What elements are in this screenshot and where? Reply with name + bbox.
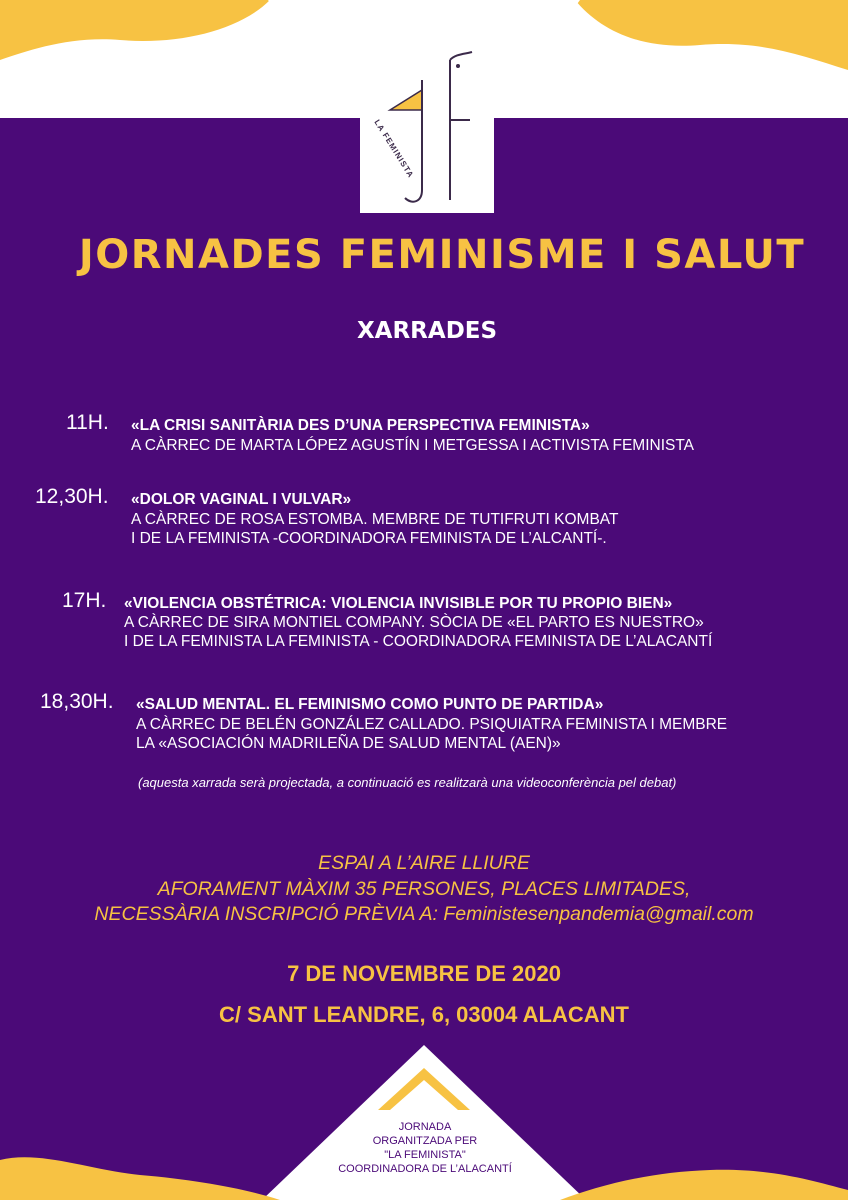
talk-time: 17H. [62, 589, 107, 612]
info-line: NECESSÀRIA INSCRIPCIÓ PRÈVIA A: Feministesenpandemia@gmail.com [94, 903, 754, 925]
talk-time: 11H. [66, 411, 109, 434]
talk-title: «LA CRISI SANITÀRIA DES D’UNA PERSPECTIVA FEMINISTA» [131, 417, 590, 434]
talk-time: 12,30H. [35, 485, 109, 508]
logo-text: LA FEMINISTA [372, 118, 416, 180]
talk-title: «SALUD MENTAL. EL FEMINISMO COMO PUNTO DE PARTIDA» [136, 696, 604, 713]
talk-speaker: I DE LA FEMINISTA -COORDINADORA FEMINISTA DE L’ALCANTÍ-. [131, 530, 607, 547]
talk-time: 18,30H. [40, 690, 114, 713]
talk-title: «VIOLENCIA OBSTÉTRICA: VIOLENCIA INVISIBLE POR TU PROPIO BIEN» [124, 595, 673, 612]
event-date: 7 DE NOVEMBRE DE 2020 [287, 961, 561, 986]
talk-speaker: A CÀRREC DE SIRA MONTIEL COMPANY. SÒCIA DE «EL PARTO ES NUESTRO» [124, 614, 704, 631]
talk-title: «DOLOR VAGINAL I VULVAR» [131, 491, 352, 508]
talk-speaker: A CÀRREC DE BELÉN GONZÁLEZ CALLADO. PSIQUIATRA FEMINISTA I MEMBRE [136, 716, 728, 733]
info-line: ESPAI A L’AIRE LLIURE [318, 852, 530, 874]
talk-speaker: A CÀRREC DE ROSA ESTOMBA. MEMBRE DE TUTIFRUTI KOMBAT [131, 511, 619, 528]
talk-speaker: LA «ASOCIACIÓN MADRILEÑA DE SALUD MENTAL (AEN)» [136, 735, 561, 752]
talk-note: (aquesta xarrada serà projectada, a continuació es realitzarà una videoconferència pel debat) [138, 775, 677, 790]
footer-line: JORNADA [398, 1121, 452, 1133]
event-address: C/ SANT LEANDRE, 6, 03004 ALACANT [219, 1002, 629, 1027]
footer-line: "LA FEMINISTA" [384, 1149, 466, 1161]
page-subtitle: XARRADES [356, 318, 498, 344]
talk-speaker: I DE LA FEMINISTA LA FEMINISTA - COORDINADORA FEMINISTA DE L’ALACANTÍ [124, 633, 713, 650]
talk-speaker: A CÀRREC DE MARTA LÓPEZ AGUSTÍN I METGESSA I ACTIVISTA FEMINISTA [131, 437, 694, 454]
page-title: JORNADES FEMINISME I SALUT [78, 232, 806, 278]
footer-line: COORDINADORA DE L’ALACANTÍ [338, 1163, 512, 1175]
footer-line: ORGANITZADA PER [372, 1135, 478, 1147]
info-line: AFORAMENT MÀXIM 35 PERSONES, PLACES LIMITADES, [157, 878, 691, 900]
